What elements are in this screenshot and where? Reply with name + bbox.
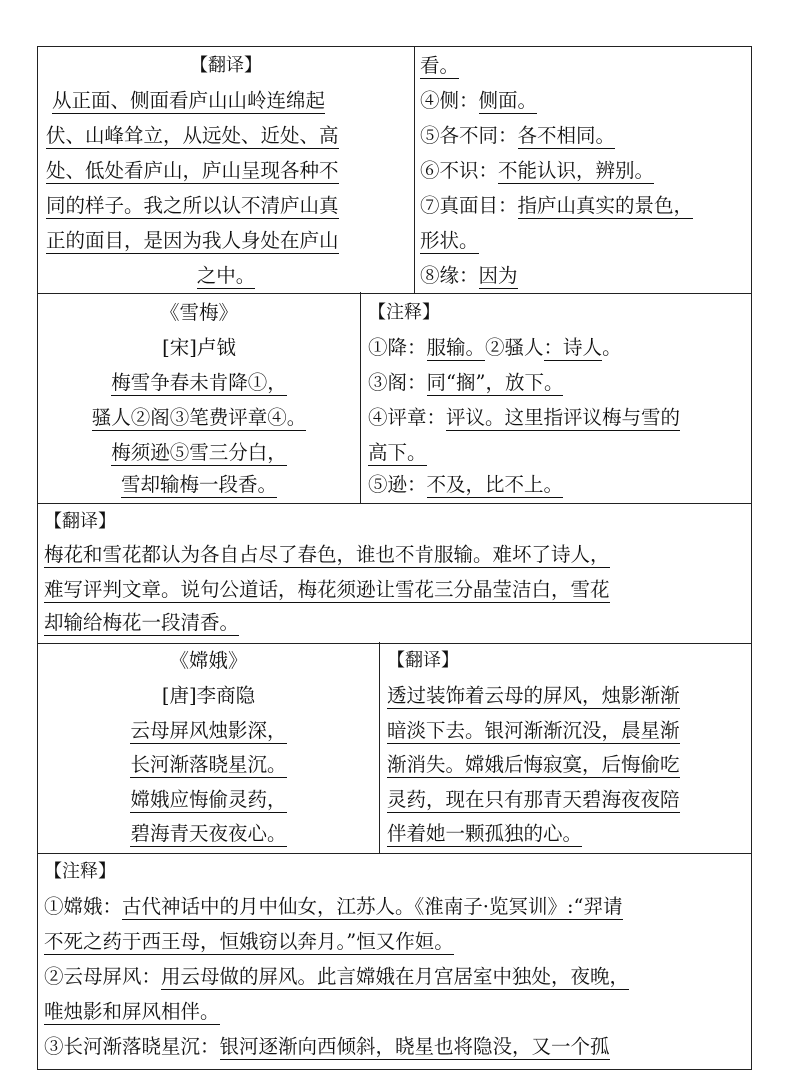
- xuemei-notes-cell: [362, 292, 751, 503]
- poem-line: 云母屏风烛影深，: [130, 719, 287, 742]
- translation-line: 灵药，现在只有那青天碧海夜夜陪: [387, 788, 680, 811]
- note-label: ①降：: [368, 336, 427, 359]
- note-label: ⑧缘：: [420, 264, 479, 287]
- note-text: 同“搁”，放下。: [426, 371, 564, 394]
- row-change-notes: [37, 852, 752, 1070]
- note-text: 服输。: [426, 336, 486, 359]
- translation-line: 正的面目，是因为我人身处在庐山: [46, 229, 339, 252]
- note-text: 指庐山真实的景色，: [517, 194, 694, 217]
- note-text: 因为: [478, 264, 518, 287]
- translation-line: 渐消失。嫦娥后悔寂寞，后悔偷吃: [387, 753, 680, 776]
- notes-heading: 【注释】: [368, 302, 440, 323]
- poem-line: 长河渐落晓星沉。: [130, 753, 287, 776]
- note-label: ②云母屏风：: [44, 965, 162, 988]
- note-text: 银河逐渐向西倾斜，晓星也将隐没，又一个孤: [219, 1035, 610, 1058]
- note-text: 古代神话中的月中仙女，江苏人。《淮南子·览冥训》:“羿请: [122, 895, 623, 918]
- xuemei-poem-cell: [38, 292, 360, 503]
- column-divider: [414, 47, 415, 293]
- note-label: ①嫦娥：: [44, 895, 123, 918]
- note-label: ⑥不识：: [420, 159, 499, 182]
- change-translation-cell: [381, 642, 751, 853]
- note-label: ③阁：: [368, 371, 427, 394]
- note-text: 不及，比不上。: [426, 473, 564, 496]
- poem-line: 梅雪争春未肯降①，: [111, 371, 287, 394]
- row-xuemei-translation: [37, 502, 752, 644]
- translation-heading: 【翻译】: [44, 511, 116, 532]
- note-text: 用云母做的屏风。此言嫦娥在月宫居室中独处，夜晚，: [161, 965, 630, 988]
- column-divider: [360, 292, 361, 503]
- translation-line: 处、低处看庐山，庐山呈现各种不: [46, 159, 339, 182]
- translation-line: 之中。: [196, 264, 256, 287]
- note-label: ③长河渐落晓星沉：: [44, 1035, 220, 1058]
- translation-line: 却输给梅花一段清香。: [44, 611, 240, 634]
- note-label: ④侧：: [420, 89, 479, 112]
- translation-line: 暗淡下去。银河渐渐沉没，晨星渐: [387, 719, 680, 742]
- note-text: 形状。: [420, 229, 479, 252]
- translation-line: 透过装饰着云母的屏风，烛影渐渐: [387, 684, 680, 707]
- row-lushan-translation: [37, 46, 752, 294]
- change-poem-cell: [38, 642, 379, 853]
- poem-line: 梅须逊⑤雪三分白，: [111, 441, 287, 464]
- translation-line: 同的样子。我之所以认不清庐山真: [46, 194, 339, 217]
- poem-line: 嫦娥应悔偷灵药，: [130, 788, 287, 811]
- poem-title: 《雪梅》: [159, 301, 238, 324]
- translation-line: 伏、山峰耸立，从远处、近处、高: [46, 124, 339, 147]
- column-divider: [379, 642, 380, 853]
- translation-line: 伴着她一颗孤独的心。: [387, 822, 583, 845]
- poem-author: [宋]卢钺: [162, 336, 236, 359]
- note-text: 不死之药于西王母，恒娥窃以奔月。”恒又作姮。: [44, 930, 454, 953]
- note-text: 侧面。: [478, 89, 538, 112]
- lushan-notes-cell: [416, 47, 751, 293]
- note-text: ：诗人: [543, 336, 603, 359]
- translation-line: 从正面、侧面看庐山山岭连绵起: [52, 89, 326, 112]
- lushan-translation-cell: [38, 47, 414, 293]
- change-notes-cell: [38, 852, 751, 1069]
- translation-heading: 【翻译】: [387, 650, 459, 671]
- note-text: 各不相同。: [517, 124, 616, 147]
- xuemei-translation-cell: [38, 502, 751, 643]
- row-xuemei: [37, 292, 752, 504]
- document-page: [37, 46, 754, 1066]
- poem-line: 雪却输梅一段香。: [120, 473, 277, 496]
- note-label: ⑤逊：: [368, 473, 427, 496]
- poem-line: 骚人②阁③笔费评章④。: [91, 406, 307, 429]
- poem-line: 碧海青天夜夜心。: [130, 822, 287, 845]
- note-continuation: 看。: [420, 54, 460, 77]
- row-change: [37, 642, 752, 854]
- note-text: 唯烛影和屏风相伴。: [44, 1000, 220, 1023]
- translation-line: 难写评判文章。说句公道话，梅花须逊让雪花三分晶莹洁白，雪花: [44, 578, 610, 601]
- translation-heading: 【翻译】: [190, 55, 262, 76]
- poem-title: 《嫦娥》: [169, 649, 248, 672]
- note-label: ④评章：: [368, 406, 447, 429]
- note-text: 。: [602, 336, 622, 359]
- note-label: ⑤各不同：: [420, 124, 518, 147]
- note-text: 高下。: [368, 441, 427, 464]
- note-text: 不能认识，辨别。: [498, 159, 655, 182]
- note-label: ⑦真面目：: [420, 194, 518, 217]
- note-text: 评议。这里指评议梅与雪的: [446, 406, 681, 429]
- notes-heading: 【注释】: [44, 861, 116, 882]
- note-label: ②骚人: [485, 336, 544, 359]
- translation-line: 梅花和雪花都认为各自占尽了春色，谁也不肯服输。难坏了诗人，: [44, 543, 610, 566]
- poem-author: [唐]李商隐: [161, 684, 256, 707]
